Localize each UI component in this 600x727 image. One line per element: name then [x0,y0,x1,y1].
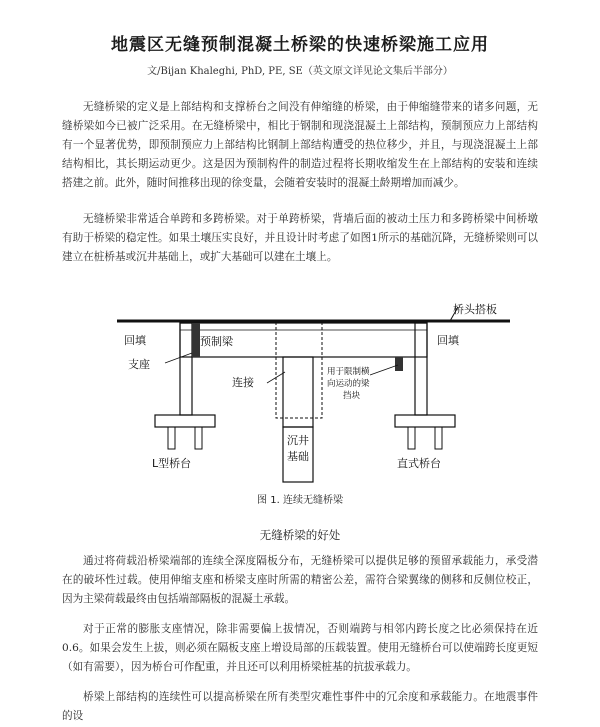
label-connection: 连接 [232,376,254,389]
label-l-abutment: L型桥台 [152,457,192,470]
article-title: 地震区无缝预制混凝土桥梁的快速桥梁施工应用 [111,35,489,55]
paragraph-load-distribution: 通过将荷载沿桥梁端部的连续全深度隔板分布，无缝桥梁可以提供足够的预留承载能力，承受潜在的破坏性过载。使用伸缩支座和桥梁支座时所需的精密公差，需符合梁翼缘的侧移和反侧位校正，因为主梁荷载最终由包括端部隔板的混凝土承载。 [62,555,538,605]
byline: 文/Bijan Khaleghi, PhD, PE, SE（英文原文详见论文集后半部分） [147,66,453,77]
label-bearing: 支座 [128,358,150,371]
pier-column [283,357,313,427]
label-restraint-line3: 挡块 [343,391,361,401]
figure-caption: 图 1. 连续无缝桥梁 [257,495,343,506]
label-straight-abutment: 直式桥台 [397,457,441,470]
label-precast-girder: 预制梁 [200,335,233,348]
paragraph-continuity: 桥梁上部结构的连续性可以提高桥梁在所有类型灾难性事件中的冗余度和承载能力。在地震事件的设 [62,691,538,722]
restraint-block [395,357,403,371]
label-restraint-line1: 用于限制横 [327,367,370,377]
label-restraint-line2: 向运动的梁 [327,379,370,389]
straight-abutment-footing [395,415,455,427]
label-caisson-line1: 沉井 [287,434,309,447]
l-abutment-footing [155,415,215,427]
label-caisson-line2: 基础 [287,450,309,463]
paragraph-span-ratio: 对于正常的膨胀支座情况，除非需要偏上拔情况，否则端跨与相邻内跨长度之比必须保持在近0.6。如果会发生上拔，则必须在隔板支座上增设局部的压载装置。使用无缝桥台可以使端跨长度更短（如有需要），因为桥台可作配重，并且还可以利用桥梁桩基的抗拔承载力。 [62,623,538,673]
straight-abutment-wall [415,323,427,415]
paragraph-definition: 无缝桥梁的定义是上部结构和支撑桥台之间没有伸缩缝的桥梁，由于伸缩缝带来的诸多问题，无缝桥梁如今已被广泛采用。在无缝桥梁中，相比于钢制和现浇混凝土上部结构，预制预应力上部结构有一个显著优势，即预制预应力上部结构比钢制上部结构遭受的热位移少，并且，与现浇混凝土上部结构相比，其长期运动更少。这是因为预制构件的制造过程将长期收缩发生在上部结构的安装和连续搭建之前。此外，随时间推移出现的徐变量，会随着安装时的混凝土龄期增加而减少。 [62,101,538,189]
label-approach-slab: 桥头搭板 [453,303,497,316]
section-heading: 无缝桥梁的好处 [259,528,341,542]
label-backfill-left: 回填 [124,334,146,347]
bearing-block [192,323,200,357]
paragraph-span-suitability: 无缝桥梁非常适合单跨和多跨桥梁。对于单跨桥梁，背墙后面的被动土压力和多跨桥梁中间桥墩有助于桥梁的稳定性。如果土壤压实良好，并且设计时考虑了如图1所示的基础沉降，无缝桥梁则可以建立在桩桥基或沉井基础上，或扩大基础可以建在土壤上。 [62,213,538,263]
l-abutment-wall [180,323,192,415]
label-backfill-right: 回填 [437,334,459,347]
